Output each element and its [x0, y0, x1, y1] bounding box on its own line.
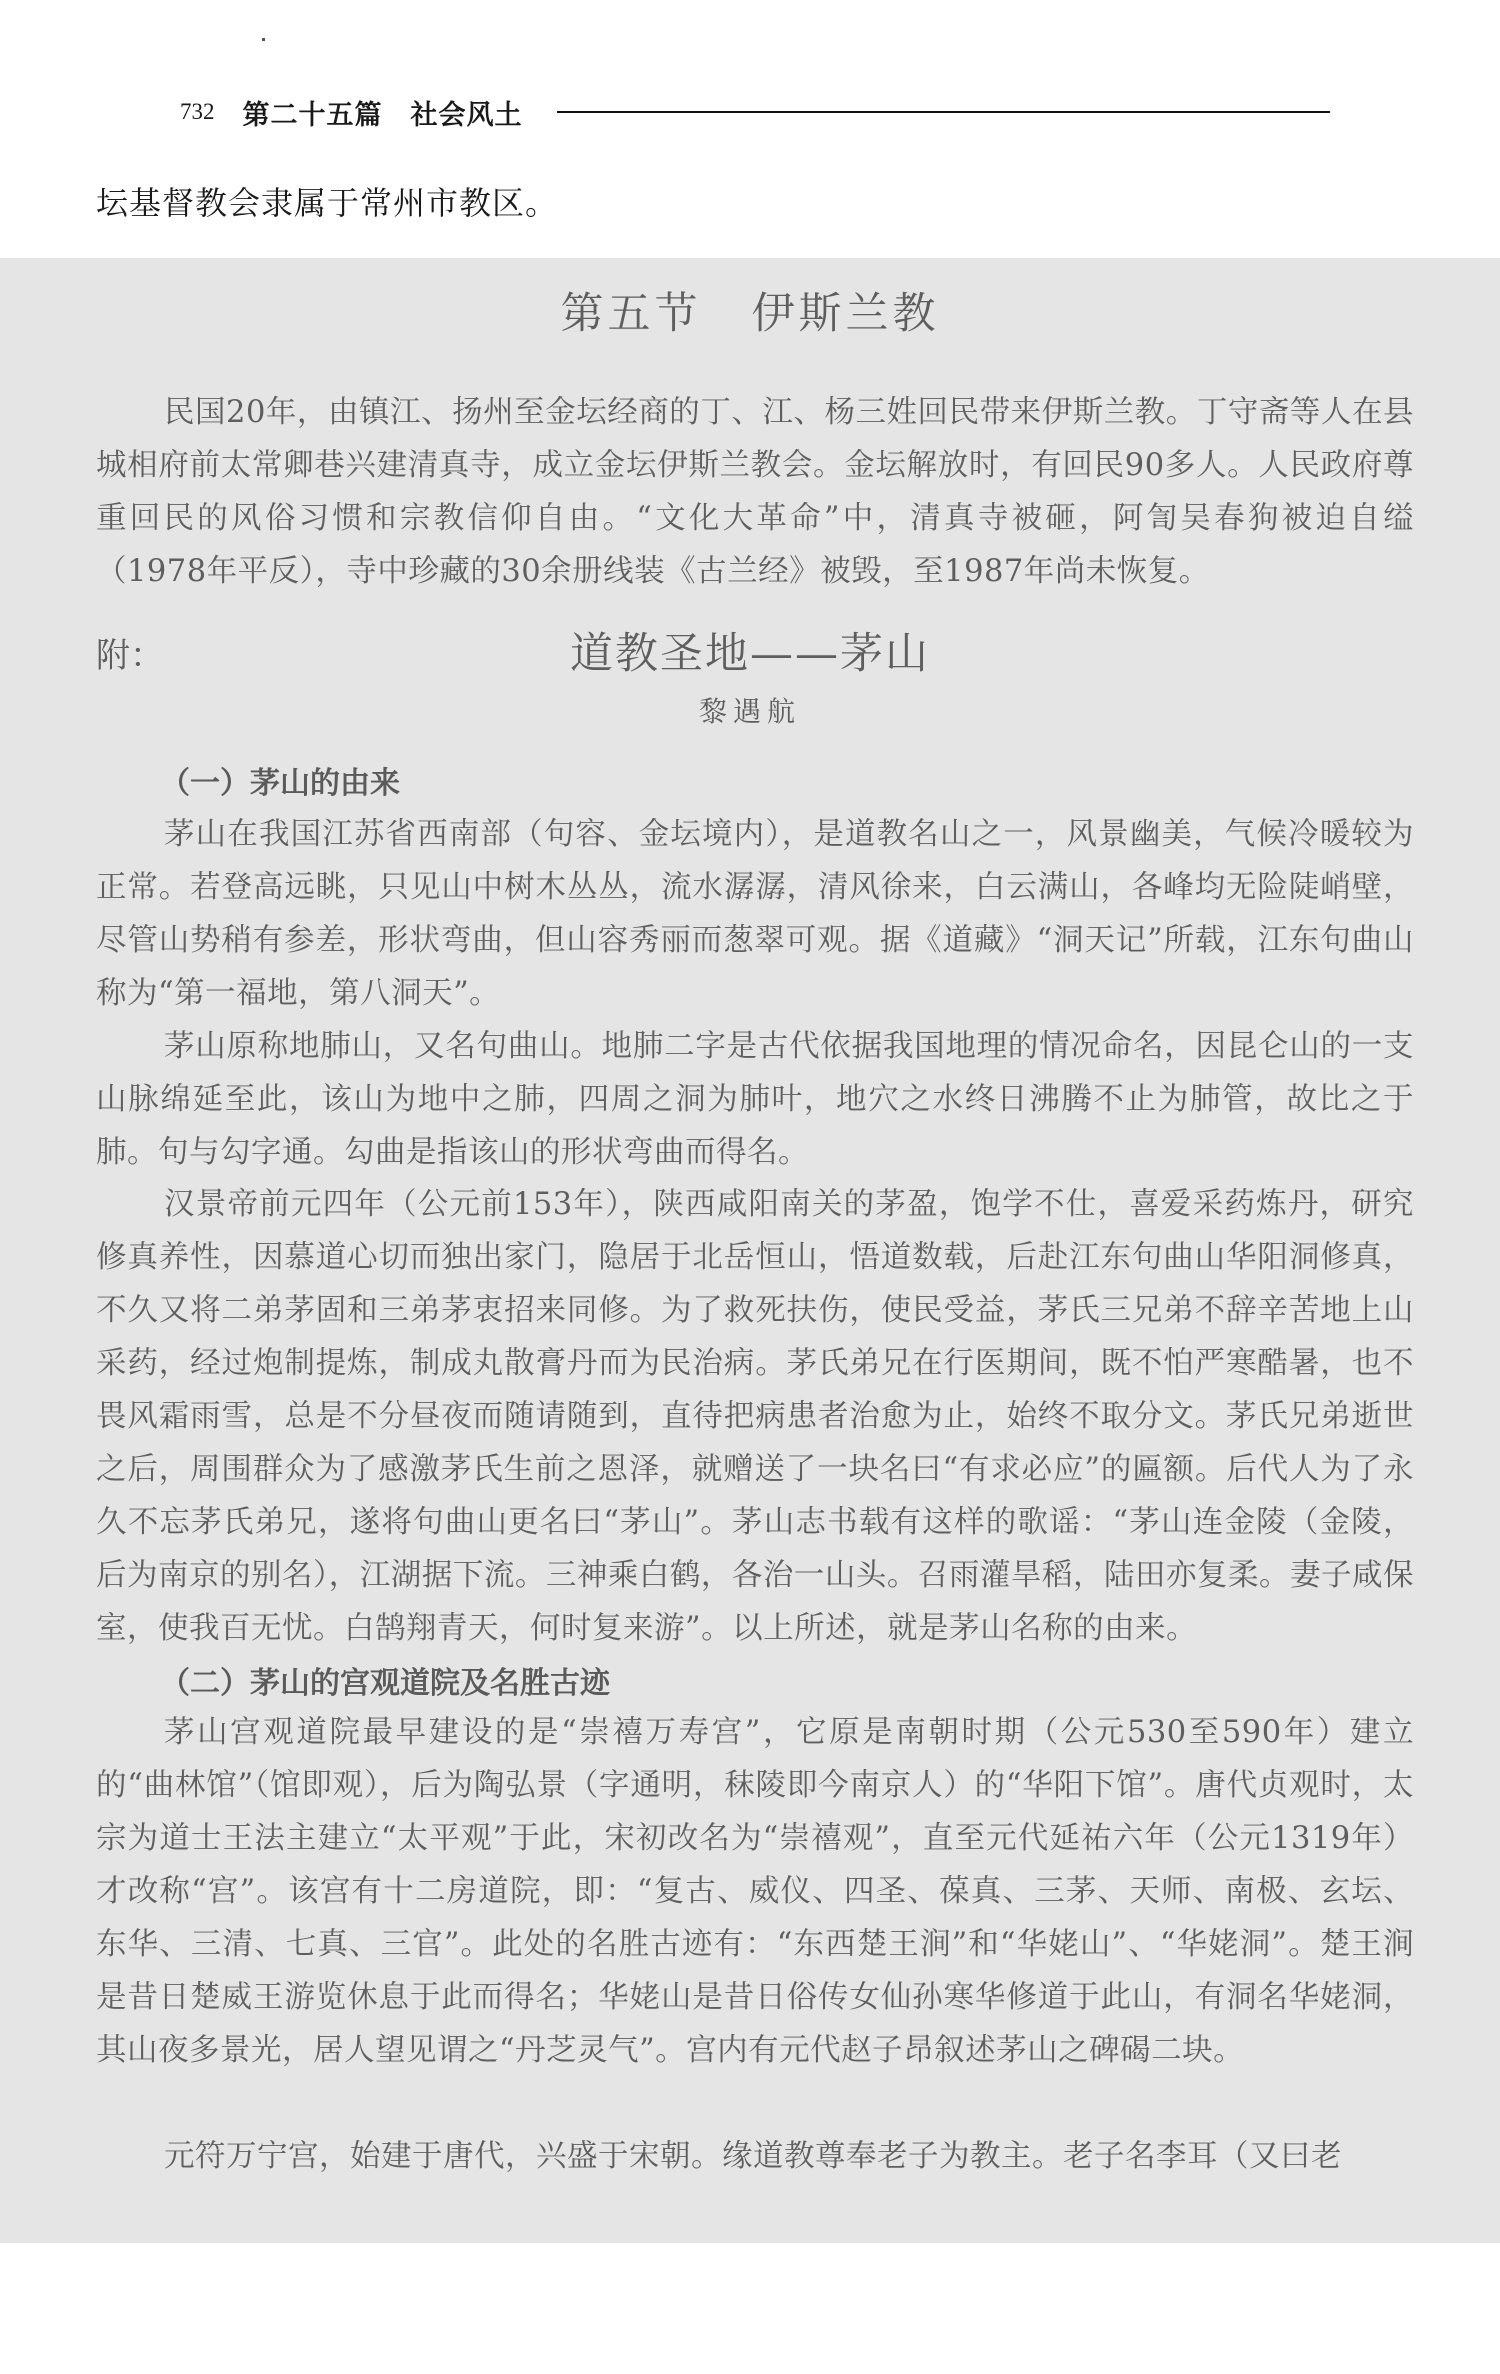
- paragraph: 茅山在我国江苏省西南部（句容、金坛境内），是道教名山之一，风景幽美，气候冷暖较为正常。若登高远眺，只见山中树木丛丛，流水潺潺，清风徐来，白云满山，各峰均无险陡峭壁，尽管山势稍有参差，形状弯曲，但山容秀丽而葱翠可观。据《道藏》“洞天记”所载，江东句曲山称为“第一福地，第八洞天”。: [96, 817, 1414, 1011]
- continued-text: 坛基督教会隶属于常州市教区。: [96, 184, 559, 222]
- page-number: 732: [180, 99, 215, 124]
- paragraph: 茅山原称地肺山，又名句曲山。地肺二字是古代依据我国地理的情况命名，因昆仑山的一支山脉绵延至此，该山为地中之肺，四周之洞为肺叶，地穴之水终日沸腾不止为肺管，故比之于肺。句与勾字通。勾曲是指该山的形状弯曲而得名。: [96, 1029, 1414, 1170]
- section-title: [0, 280, 1500, 341]
- paragraph: 茅山宫观道院最早建设的是“崇禧万寿宫”，它原是南朝时期（公元530至590年）建立的“曲林馆”（馆即观），后为陶弘景（字通明，秣陵即今南京人）的“华阳下馆”。唐代贞观时，太宗为道士王法主建立“太平观”于此，宋初改名为“崇禧观”，直至元代延祐六年（公元1319年）才改称“宫”。该宫有十二房道院，即：“复古、威仪、四圣、葆真、三茅、天师、南极、玄坛、东华、三清、七真、三官”。此处的名胜古迹有：“东西楚王涧”和“华姥山”、“华姥洞”。楚王涧是昔日楚威王游览休息于此而得名；华姥山是昔日俗传女仙孙寒华修道于此山，有洞名华姥洞，其山夜多景光，居人望见谓之“丹芝灵气”。宫内有元代赵子昂叙述茅山之碑碣二块。: [96, 1715, 1414, 2068]
- section-name: 伊斯兰教: [751, 289, 940, 339]
- subsection-heading-origin: （一）茅山的由来: [160, 766, 400, 801]
- section-number: 第五节: [560, 289, 702, 339]
- subsection-heading-temples: （二）茅山的宫观道院及名胜古迹: [160, 1666, 610, 1701]
- islam-paragraph: 民国20年，由镇江、扬州至金坛经商的丁、江、杨三姓回民带来伊斯兰教。丁守斋等人在县城相府前太常卿巷兴建清真寺，成立金坛伊斯兰教会。金坛解放时，有回民90多人。人民政府尊重回民的风俗习惯和宗教信仰自由。“文化大革命”中，清真寺被砸，阿訇吴春狗被迫自缢（1978年平反），寺中珍藏的30余册线装《古兰经》被毁，至1987年尚未恢复。: [96, 395, 1414, 589]
- paragraph: 元符万宁宫，始建于唐代，兴盛于宋朝。缘道教尊奉老子为教主。老子名李耳（又曰老: [164, 2139, 1342, 2174]
- appendix-title: 道教圣地——茅山: [570, 629, 930, 679]
- paragraph: 汉景帝前元四年（公元前153年），陕西咸阳南关的茅盈，饱学不仕，喜爱采药炼丹，研究修真养性，因慕道心切而独出家门，隐居于北岳恒山，悟道数载，后赴江东句曲山华阳洞修真，不久又将二弟茅固和三弟茅衷招来同修。为了救死扶伤，使民受益，茅氏三兄弟不辞辛苦地上山采药，经过炮制提炼，制成丸散膏丹而为民治病。茅氏弟兄在行医期间，既不怕严寒酷暑，也不畏风霜雨雪，总是不分昼夜而随请随到，直待把病患者治愈为止，始终不取分文。茅氏兄弟逝世之后，周围群众为了感激茅氏生前之恩泽，就赠送了一块名曰“有求必应”的匾额。后代人为了永久不忘茅氏弟兄，遂将句曲山更名曰“茅山”。茅山志书载有这样的歌谣：“茅山连金陵（金陵，后为南京的别名），江湖据下流。三神乘白鹤，各治一山头。召雨灌旱稻，陆田亦复柔。妻子咸保室，使我百无忧。白鹄翔青天，何时复来游”。以上所述，就是茅山名称的由来。: [96, 1187, 1414, 1646]
- author-name: 黎遇航: [698, 695, 801, 728]
- chapter-title: 第二十五篇 社会风土: [242, 99, 523, 131]
- running-header: [180, 92, 1330, 132]
- appendix-label: 附：: [96, 636, 164, 676]
- header-rule: [557, 111, 1331, 113]
- scan-speck: [262, 38, 265, 41]
- shaded-region: [0, 258, 1500, 2243]
